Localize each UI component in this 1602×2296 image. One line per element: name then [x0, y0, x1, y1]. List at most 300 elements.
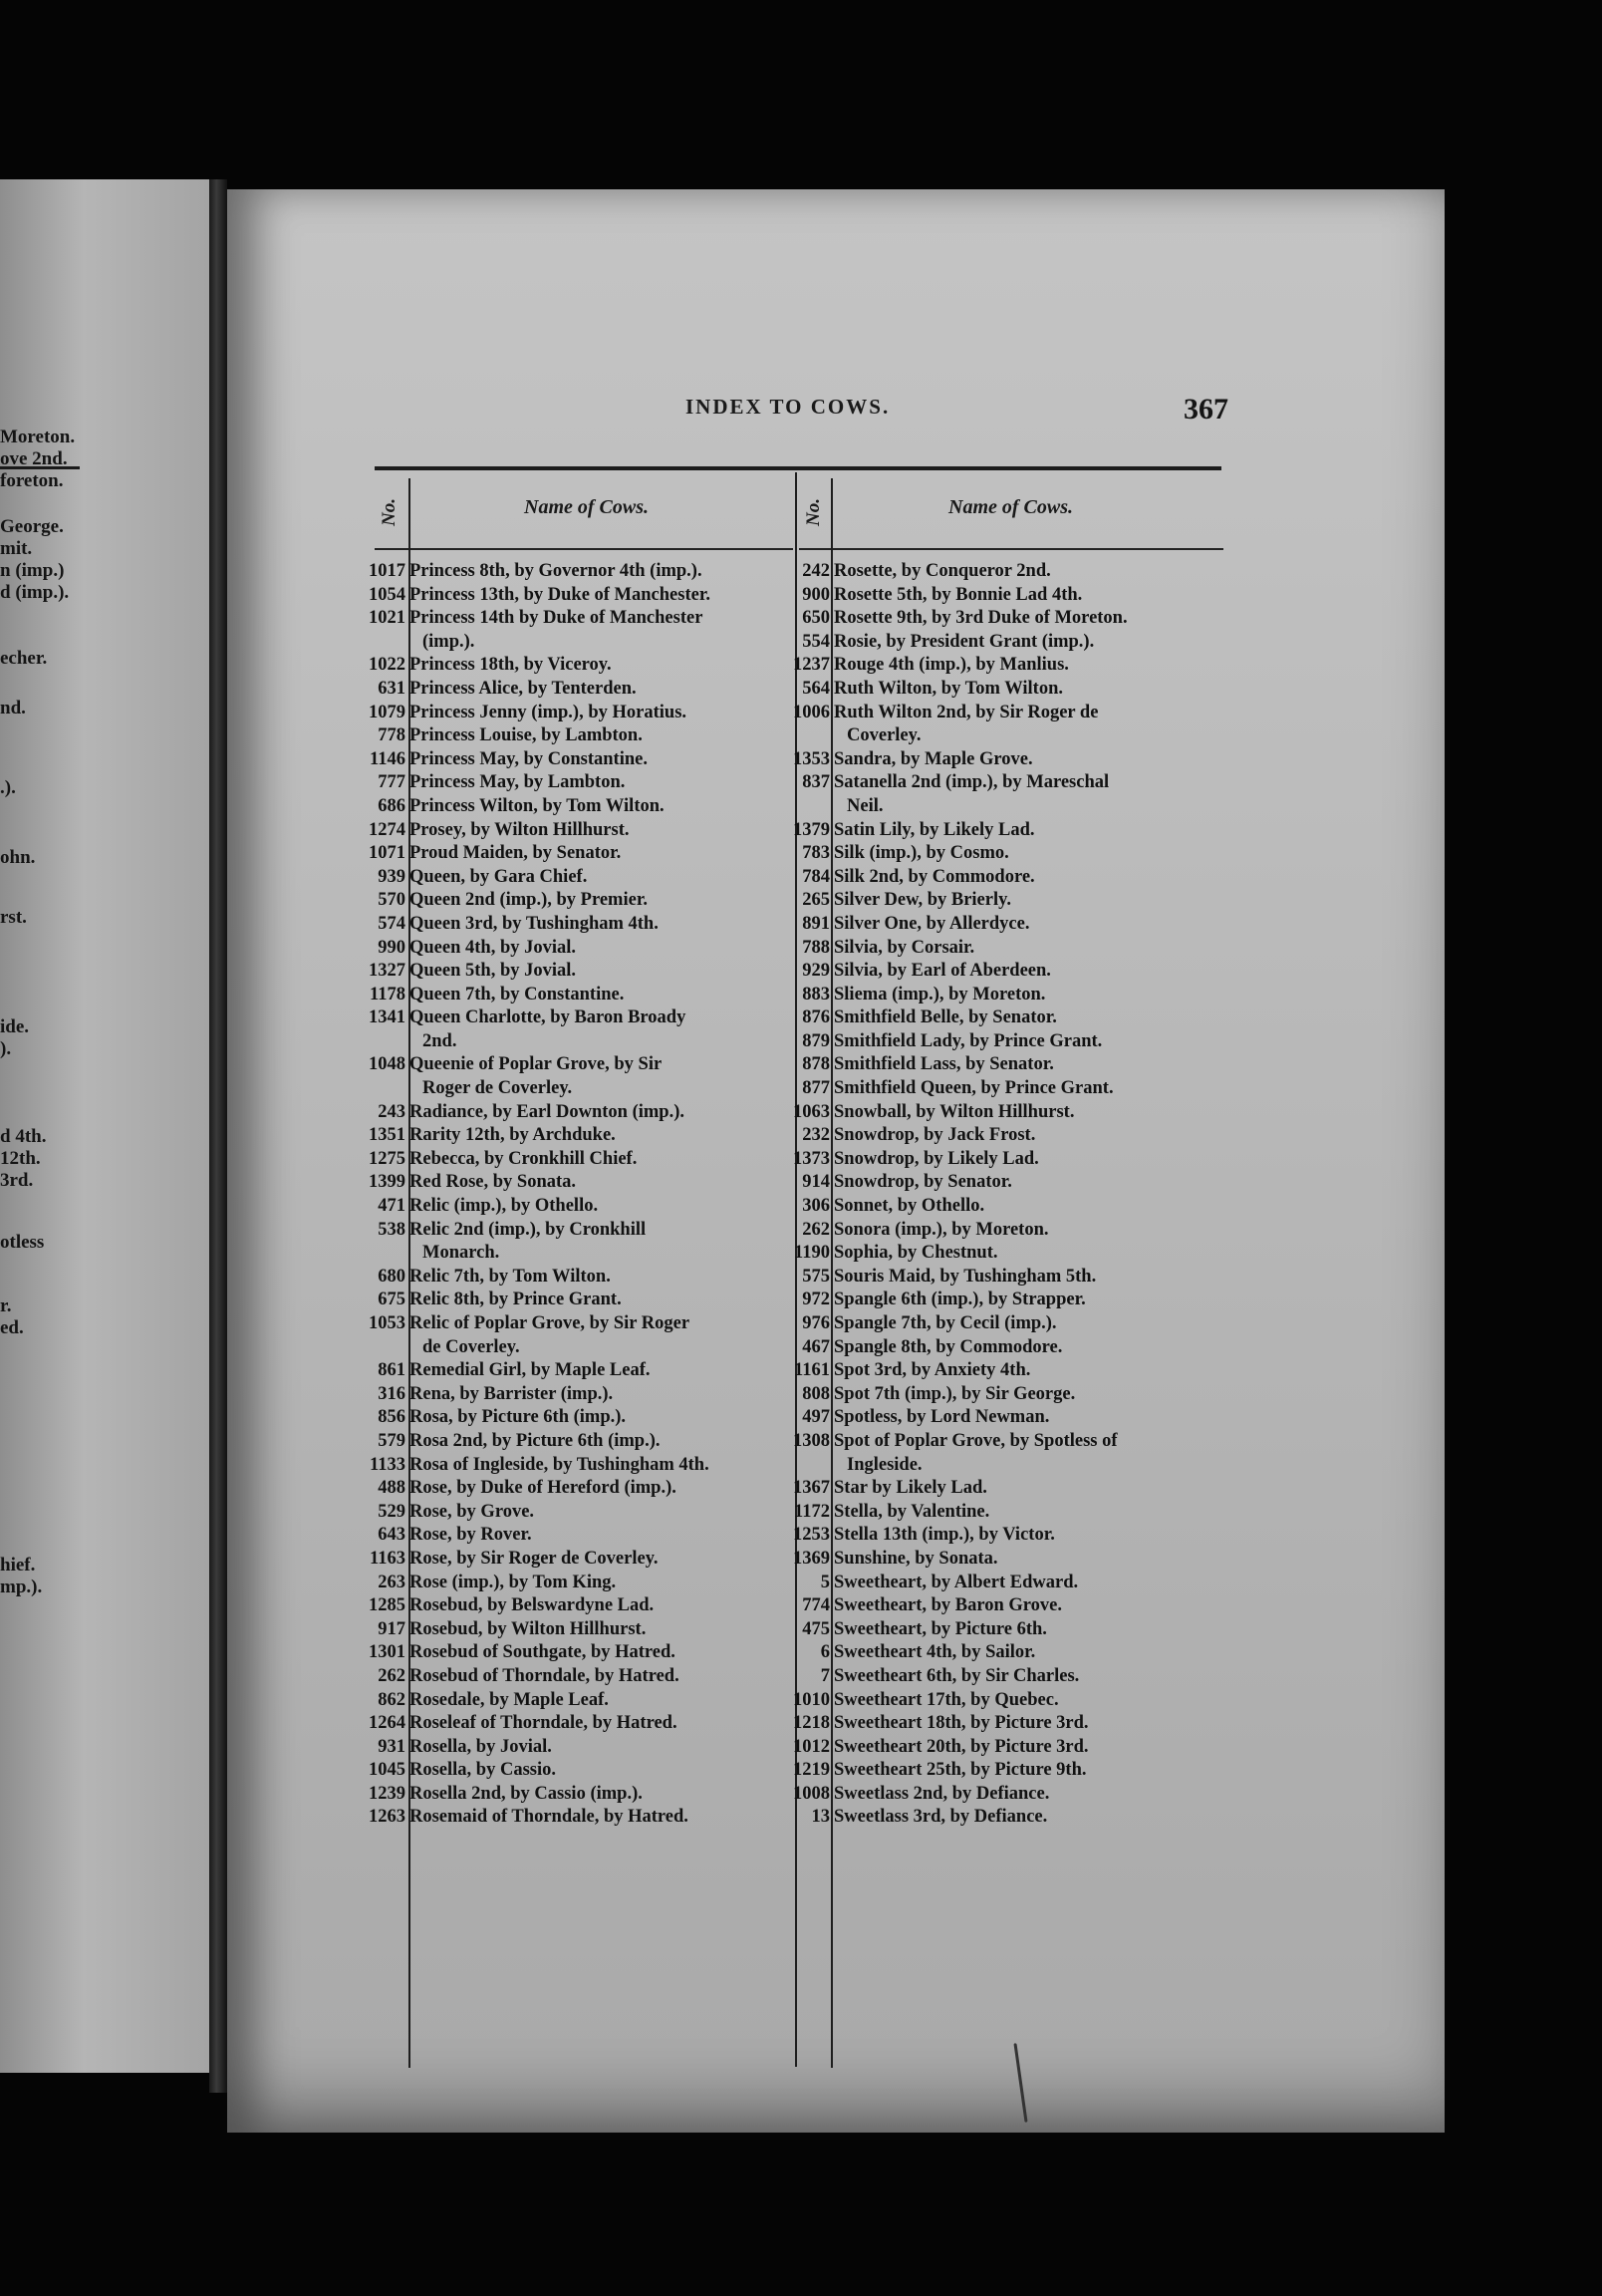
index-entry: [781, 584, 1239, 608]
entry-number: 488: [378, 1478, 405, 1499]
index-entry: [781, 1665, 1239, 1689]
entry-number: 13: [811, 1807, 830, 1828]
entry-number: 1133: [370, 1454, 405, 1475]
entry-name: Sunshine, by Sonata.: [834, 1548, 998, 1569]
index-entry: [781, 984, 1239, 1007]
entry-number: 631: [378, 678, 405, 699]
entry-number: 1063: [793, 1101, 830, 1122]
entry-name: Relic 2nd (imp.), by Cronkhill: [409, 1219, 647, 1240]
index-entry: [781, 771, 1239, 795]
entry-number: 900: [802, 584, 830, 605]
entry-name: Silk (imp.), by Cosmo.: [834, 843, 1009, 864]
entry-name: Rosa of Ingleside, by Tushingham 4th.: [409, 1454, 709, 1475]
facing-page-fragment-line: ohn.: [0, 847, 36, 868]
index-entry: [357, 819, 795, 843]
entry-number: 262: [802, 1219, 830, 1240]
pencil-mark: [1013, 2043, 1027, 2123]
entry-name: Princess May, by Constantine.: [409, 748, 648, 769]
entry-name: Ingleside.: [847, 1454, 923, 1475]
index-entry: [357, 1124, 795, 1148]
index-entry: [781, 819, 1239, 843]
entry-number: 1264: [369, 1713, 405, 1734]
entry-number: 1079: [369, 702, 405, 722]
entry-name: Rosa, by Picture 6th (imp.).: [409, 1407, 627, 1428]
entry-name: Satin Lily, by Likely Lad.: [834, 819, 1035, 840]
entry-name: Sweetlass 2nd, by Defiance.: [834, 1783, 1050, 1804]
index-entry: [357, 560, 795, 584]
index-entry: [357, 960, 795, 984]
entry-number: 972: [802, 1290, 830, 1310]
running-head: INDEX TO COWS.: [685, 395, 891, 419]
entry-number: 1353: [793, 748, 830, 769]
index-entry: [357, 1736, 795, 1760]
entry-name: Princess May, by Lambton.: [409, 772, 626, 793]
facing-page-fragment-line: n (imp.): [0, 560, 65, 581]
facing-page-fragment-line: d 4th.: [0, 1126, 47, 1147]
entry-number: 1017: [369, 561, 405, 581]
entry-number: 575: [802, 1266, 830, 1287]
entry-name: Rosemaid of Thorndale, by Hatred.: [409, 1807, 688, 1828]
index-entry: [357, 1266, 795, 1290]
entry-number: 891: [802, 913, 830, 934]
index-entry: [357, 584, 795, 608]
entry-name: Princess 13th, by Duke of Manchester.: [409, 584, 710, 605]
entry-number: 1172: [794, 1501, 830, 1522]
entry-number: 1008: [793, 1783, 830, 1804]
entry-name: Sonnet, by Othello.: [834, 1196, 985, 1217]
facing-page-fragment-line: echer.: [0, 648, 48, 669]
index-entry: [781, 1736, 1239, 1760]
entry-name: Rosella 2nd, by Cassio (imp.).: [409, 1783, 643, 1804]
entry-number: 574: [378, 913, 405, 934]
entry-name: Princess 14th by Duke of Manchester: [409, 608, 703, 629]
entry-name: Rosie, by President Grant (imp.).: [834, 631, 1095, 652]
index-entry: [781, 1383, 1239, 1407]
facing-page-fragment-line: ).: [0, 1038, 12, 1059]
entry-name: Relic 8th, by Prince Grant.: [409, 1290, 622, 1310]
index-entry: [781, 842, 1239, 866]
entry-name: Relic 7th, by Tom Wilton.: [409, 1266, 611, 1287]
index-entry: [357, 607, 795, 631]
facing-page-fragment-line: .).: [0, 777, 16, 798]
entry-name: Silver One, by Allerdyce.: [834, 913, 1030, 934]
entry-number: 1341: [369, 1007, 405, 1028]
entry-number: 883: [802, 984, 830, 1004]
index-entry: [781, 1312, 1239, 1336]
index-entry: [781, 678, 1239, 702]
entry-name: Silk 2nd, by Commodore.: [834, 866, 1035, 887]
entry-name: Sweetheart 17th, by Quebec.: [834, 1689, 1059, 1710]
entry-number: 475: [802, 1618, 830, 1639]
index-entry: [357, 748, 795, 772]
left-column-header: [375, 476, 793, 546]
entry-name: Rena, by Barrister (imp.).: [409, 1383, 614, 1404]
entry-name: Rosette 5th, by Bonnie Lad 4th.: [834, 584, 1083, 605]
left-header-underline: [375, 548, 793, 550]
index-entry: [781, 889, 1239, 913]
entry-name: Princess 8th, by Governor 4th (imp.).: [409, 561, 702, 581]
entry-number: 1045: [369, 1760, 405, 1781]
entry-name: Rarity 12th, by Archduke.: [409, 1125, 616, 1146]
facing-page-fragment: [0, 179, 209, 2073]
entry-number: 1022: [369, 655, 405, 676]
entry-name: Neil.: [847, 795, 884, 816]
index-entry: [781, 1077, 1239, 1101]
entry-name: Smithfield Lady, by Prince Grant.: [834, 1030, 1103, 1051]
facing-page-fragment-line: ed.: [0, 1317, 24, 1338]
entry-number: 1369: [793, 1548, 830, 1569]
entry-name: Rosella, by Cassio.: [409, 1760, 556, 1781]
entry-name: Sliema (imp.), by Moreton.: [834, 984, 1046, 1004]
entry-name: de Coverley.: [422, 1336, 520, 1357]
entry-name: Sweetheart 4th, by Sailor.: [834, 1642, 1036, 1663]
entry-name: 2nd.: [422, 1030, 457, 1051]
entry-name: Princess Wilton, by Tom Wilton.: [409, 795, 665, 816]
index-entry: [781, 1053, 1239, 1077]
entry-number: 1012: [793, 1736, 830, 1757]
index-entry: [357, 984, 795, 1007]
entry-number: 1263: [369, 1807, 405, 1828]
entry-name: Silver Dew, by Brierly.: [834, 890, 1011, 911]
index-entry: [357, 889, 795, 913]
entry-number: 861: [378, 1360, 405, 1381]
entry-name: Princess 18th, by Viceroy.: [409, 655, 612, 676]
entry-name: Spot of Poplar Grove, by Spotless of: [834, 1430, 1118, 1451]
facing-page-fragment-line: d (imp.).: [0, 582, 70, 603]
entry-name: Spot 3rd, by Anxiety 4th.: [834, 1360, 1031, 1381]
entry-number: 1351: [369, 1125, 405, 1146]
entry-name: Sweetheart 20th, by Picture 3rd.: [834, 1736, 1089, 1757]
facing-page-fragment-line: Moreton.: [0, 427, 76, 447]
index-entry: [357, 654, 795, 678]
entry-number: 1367: [793, 1478, 830, 1499]
entry-name: Princess Louise, by Lambton.: [409, 725, 643, 746]
entry-number: 1071: [369, 843, 405, 864]
entry-number: 1219: [793, 1760, 830, 1781]
index-entry: [357, 1430, 795, 1454]
index-entry: [781, 1524, 1239, 1548]
index-entry: [781, 631, 1239, 655]
entry-name: Snowdrop, by Likely Lad.: [834, 1148, 1039, 1169]
index-entry: [357, 1524, 795, 1548]
index-entry: [781, 1548, 1239, 1572]
index-entry: [357, 1641, 795, 1665]
entry-name: Queenie of Poplar Grove, by Sir: [409, 1054, 663, 1075]
entry-name: Sweetheart 18th, by Picture 3rd.: [834, 1713, 1089, 1734]
entry-name: Rosella, by Jovial.: [409, 1736, 552, 1757]
index-entry: [357, 1806, 795, 1830]
entry-number: 856: [378, 1407, 405, 1428]
index-entry: [357, 1195, 795, 1219]
index-entry: [781, 1618, 1239, 1642]
entry-number: 1010: [793, 1689, 830, 1710]
entry-number: 232: [802, 1125, 830, 1146]
entry-name: Rosebud, by Belswardyne Lad.: [409, 1595, 655, 1616]
entry-name: Spangle 6th (imp.), by Strapper.: [834, 1290, 1086, 1310]
entry-number: 5: [820, 1572, 830, 1592]
entry-name: Stella 13th (imp.), by Victor.: [834, 1525, 1055, 1546]
index-entry: [781, 654, 1239, 678]
entry-number: 650: [802, 608, 830, 629]
index-entry: [357, 1572, 795, 1595]
entry-number: 1274: [369, 819, 405, 840]
index-entry: [357, 1406, 795, 1430]
entry-number: 1237: [793, 655, 830, 676]
entry-name: Spangle 7th, by Cecil (imp.).: [834, 1313, 1057, 1333]
left-entry-list: [357, 560, 795, 1830]
entry-name: Relic of Poplar Grove, by Sir Roger: [409, 1313, 690, 1333]
index-entry: [781, 1266, 1239, 1290]
right-column-header: [799, 476, 1227, 546]
index-entry: [781, 1806, 1239, 1830]
entry-name: Rose, by Sir Roger de Coverley.: [409, 1548, 659, 1569]
index-entry: [357, 1618, 795, 1642]
facing-page-fragment-line: George.: [0, 516, 64, 537]
entry-name: Sweetlass 3rd, by Defiance.: [834, 1807, 1048, 1828]
index-entry: [781, 937, 1239, 961]
facing-page-fragment-line: mp.).: [0, 1577, 43, 1597]
entry-number: 784: [802, 866, 830, 887]
entry-name: Smithfield Queen, by Prince Grant.: [834, 1078, 1114, 1099]
index-entry: [781, 1171, 1239, 1195]
index-entry: [781, 1477, 1239, 1501]
entry-number: 837: [802, 772, 830, 793]
entry-name: Proud Maiden, by Senator.: [409, 843, 622, 864]
entry-name: Souris Maid, by Tushingham 5th.: [834, 1266, 1097, 1287]
entry-name: Princess Alice, by Tenterden.: [409, 678, 637, 699]
index-entry: [357, 795, 795, 819]
index-entry: [357, 1477, 795, 1501]
index-entry: [357, 913, 795, 937]
entry-number: 570: [378, 890, 405, 911]
index-entry: [357, 702, 795, 725]
facing-page-fragment-line: rst.: [0, 907, 27, 928]
right-no-header: No.: [802, 498, 824, 526]
facing-page-fragment-line: foreton.: [0, 470, 64, 491]
entry-number: 1253: [793, 1525, 830, 1546]
entry-number: 564: [802, 678, 830, 699]
entry-number: 788: [802, 937, 830, 958]
entry-number: 538: [378, 1219, 405, 1240]
facing-page-fragment-line: r.: [0, 1295, 12, 1316]
entry-number: 265: [802, 890, 830, 911]
entry-number: 914: [802, 1172, 830, 1193]
index-entry: [357, 1454, 795, 1478]
facing-page-fragment-line: mit.: [0, 538, 33, 559]
entry-number: 1163: [370, 1548, 405, 1569]
index-entry: [781, 607, 1239, 631]
index-entry: [781, 1242, 1239, 1266]
entry-number: 1285: [369, 1595, 405, 1616]
index-entry: [357, 1171, 795, 1195]
index-entry: [781, 1006, 1239, 1030]
entry-name: Ruth Wilton, by Tom Wilton.: [834, 678, 1063, 699]
entry-name: Sweetheart, by Albert Edward.: [834, 1572, 1079, 1592]
entry-name: Rose (imp.), by Tom King.: [409, 1572, 617, 1592]
entry-number: 774: [802, 1595, 830, 1616]
index-entry: [357, 1594, 795, 1618]
entry-name: Snowdrop, by Senator.: [834, 1172, 1012, 1193]
entry-number: 579: [378, 1430, 405, 1451]
entry-number: 686: [378, 795, 405, 816]
entry-name: Queen 4th, by Jovial.: [409, 937, 577, 958]
index-entry: [781, 913, 1239, 937]
entry-name: Star by Likely Lad.: [834, 1478, 987, 1499]
entry-name: Spotless, by Lord Newman.: [834, 1407, 1050, 1428]
entry-number: 1275: [369, 1148, 405, 1169]
facing-page-fragment-line: otless: [0, 1232, 45, 1253]
entry-name: Stella, by Valentine.: [834, 1501, 990, 1522]
entry-name: Rosette, by Conqueror 2nd.: [834, 561, 1051, 581]
entry-number: 939: [378, 866, 405, 887]
index-entry: [357, 771, 795, 795]
facing-page-fragment-line: 3rd.: [0, 1170, 34, 1191]
entry-name: Spangle 8th, by Commodore.: [834, 1336, 1063, 1357]
entry-name: Rose, by Rover.: [409, 1525, 532, 1546]
entry-name: Rebecca, by Cronkhill Chief.: [409, 1148, 638, 1169]
entry-name: Rose, by Grove.: [409, 1501, 535, 1522]
entry-name: Rosebud of Southgate, by Hatred.: [409, 1642, 675, 1663]
index-entry: [357, 1053, 795, 1077]
entry-name: Spot 7th (imp.), by Sir George.: [834, 1383, 1076, 1404]
entry-name: Rose, by Duke of Hereford (imp.).: [409, 1478, 676, 1499]
index-entry: [781, 1430, 1239, 1454]
entry-number: 1218: [793, 1713, 830, 1734]
entry-number: 1178: [370, 984, 405, 1004]
index-entry: [781, 795, 1239, 819]
index-entry: [781, 1501, 1239, 1525]
index-entry: [357, 1219, 795, 1243]
header-rule: [375, 466, 1221, 470]
entry-number: 6: [820, 1642, 830, 1663]
entry-number: 529: [378, 1501, 405, 1522]
entry-name: Prosey, by Wilton Hillhurst.: [409, 819, 630, 840]
entry-name: Relic (imp.), by Othello.: [409, 1196, 599, 1217]
index-entry: [357, 1783, 795, 1807]
facing-page-fragment-line: 12th.: [0, 1148, 41, 1169]
entry-name: Sweetheart, by Baron Grove.: [834, 1595, 1063, 1616]
left-no-header: No.: [378, 498, 400, 526]
entry-name: Radiance, by Earl Downton (imp.).: [409, 1101, 684, 1122]
index-entry: [357, 1101, 795, 1125]
index-entry: [781, 1124, 1239, 1148]
entry-number: 1373: [793, 1148, 830, 1169]
entry-number: 1048: [369, 1054, 405, 1075]
index-entry: [781, 960, 1239, 984]
index-entry: [781, 702, 1239, 725]
entry-number: 1379: [793, 819, 830, 840]
index-entry: [781, 1336, 1239, 1360]
entry-number: 263: [378, 1572, 405, 1592]
entry-number: 471: [378, 1196, 405, 1217]
entry-name: Roger de Coverley.: [422, 1078, 573, 1099]
entry-name: Sweetheart, by Picture 6th.: [834, 1618, 1047, 1639]
entry-number: 497: [802, 1407, 830, 1428]
entry-name: Queen, by Gara Chief.: [409, 866, 588, 887]
index-entry: [357, 631, 795, 655]
entry-number: 680: [378, 1266, 405, 1287]
entry-number: 316: [378, 1383, 405, 1404]
entry-name: Queen 2nd (imp.), by Premier.: [409, 890, 648, 911]
index-entry: [357, 678, 795, 702]
entry-name: Rosette 9th, by 3rd Duke of Moreton.: [834, 608, 1128, 629]
entry-name: Ruth Wilton 2nd, by Sir Roger de: [834, 702, 1099, 722]
entry-number: 262: [378, 1665, 405, 1686]
index-entry: [781, 1289, 1239, 1312]
entry-number: 1006: [793, 702, 830, 722]
entry-number: 876: [802, 1007, 830, 1028]
index-entry: [781, 1783, 1239, 1807]
entry-name: Snowball, by Wilton Hillhurst.: [834, 1101, 1075, 1122]
index-entry: [357, 937, 795, 961]
index-entry: [357, 1759, 795, 1783]
entry-number: 877: [802, 1078, 830, 1099]
entry-name: Smithfield Belle, by Senator.: [834, 1007, 1057, 1028]
entry-number: 1301: [369, 1642, 405, 1663]
entry-number: 783: [802, 843, 830, 864]
index-entry: [357, 1242, 795, 1266]
index-entry: [357, 724, 795, 748]
entry-number: 778: [378, 725, 405, 746]
index-entry: [357, 1289, 795, 1312]
index-entry: [357, 1665, 795, 1689]
entry-number: 1021: [369, 608, 405, 629]
entry-number: 929: [802, 961, 830, 982]
entry-name: Silvia, by Corsair.: [834, 937, 975, 958]
entry-number: 243: [378, 1101, 405, 1122]
entry-name: Rouge 4th (imp.), by Manlius.: [834, 655, 1069, 676]
index-entry: [357, 1359, 795, 1383]
entry-name: Satanella 2nd (imp.), by Mareschal: [834, 772, 1110, 793]
entry-name: Sandra, by Maple Grove.: [834, 748, 1033, 769]
entry-name: Sophia, by Chestnut.: [834, 1243, 998, 1264]
entry-name: Silvia, by Earl of Aberdeen.: [834, 961, 1051, 982]
entry-name: Queen 7th, by Constantine.: [409, 984, 625, 1004]
entry-number: 862: [378, 1689, 405, 1710]
entry-name: Rosedale, by Maple Leaf.: [409, 1689, 609, 1710]
entry-name: Remedial Girl, by Maple Leaf.: [409, 1360, 651, 1381]
entry-name: Smithfield Lass, by Senator.: [834, 1054, 1054, 1075]
index-entry: [357, 1548, 795, 1572]
index-entry: [781, 1572, 1239, 1595]
entry-number: 554: [802, 631, 830, 652]
index-entry: [357, 1148, 795, 1172]
entry-number: 675: [378, 1290, 405, 1310]
index-entry: [357, 1712, 795, 1736]
book-gutter: [209, 179, 227, 2093]
facing-page-fragment-line: hief.: [0, 1555, 36, 1576]
entry-number: 1308: [793, 1430, 830, 1451]
right-name-header: Name of Cows.: [948, 496, 1073, 518]
entry-name: Rosa 2nd, by Picture 6th (imp.).: [409, 1430, 661, 1451]
entry-number: 1399: [369, 1172, 405, 1193]
index-entry: [781, 1195, 1239, 1219]
index-entry: [781, 1219, 1239, 1243]
entry-name: Sonora (imp.), by Moreton.: [834, 1219, 1049, 1240]
index-entry: [781, 560, 1239, 584]
entry-number: 643: [378, 1525, 405, 1546]
entry-number: 917: [378, 1618, 405, 1639]
entry-name: Queen 5th, by Jovial.: [409, 961, 577, 982]
index-entry: [781, 1689, 1239, 1713]
entry-number: 1190: [794, 1243, 830, 1264]
entry-name: Queen Charlotte, by Baron Broady: [409, 1007, 686, 1028]
index-entry: [781, 1594, 1239, 1618]
entry-name: Coverley.: [847, 725, 922, 746]
entry-number: 1053: [369, 1313, 405, 1333]
entry-number: 878: [802, 1054, 830, 1075]
entry-number: 808: [802, 1383, 830, 1404]
